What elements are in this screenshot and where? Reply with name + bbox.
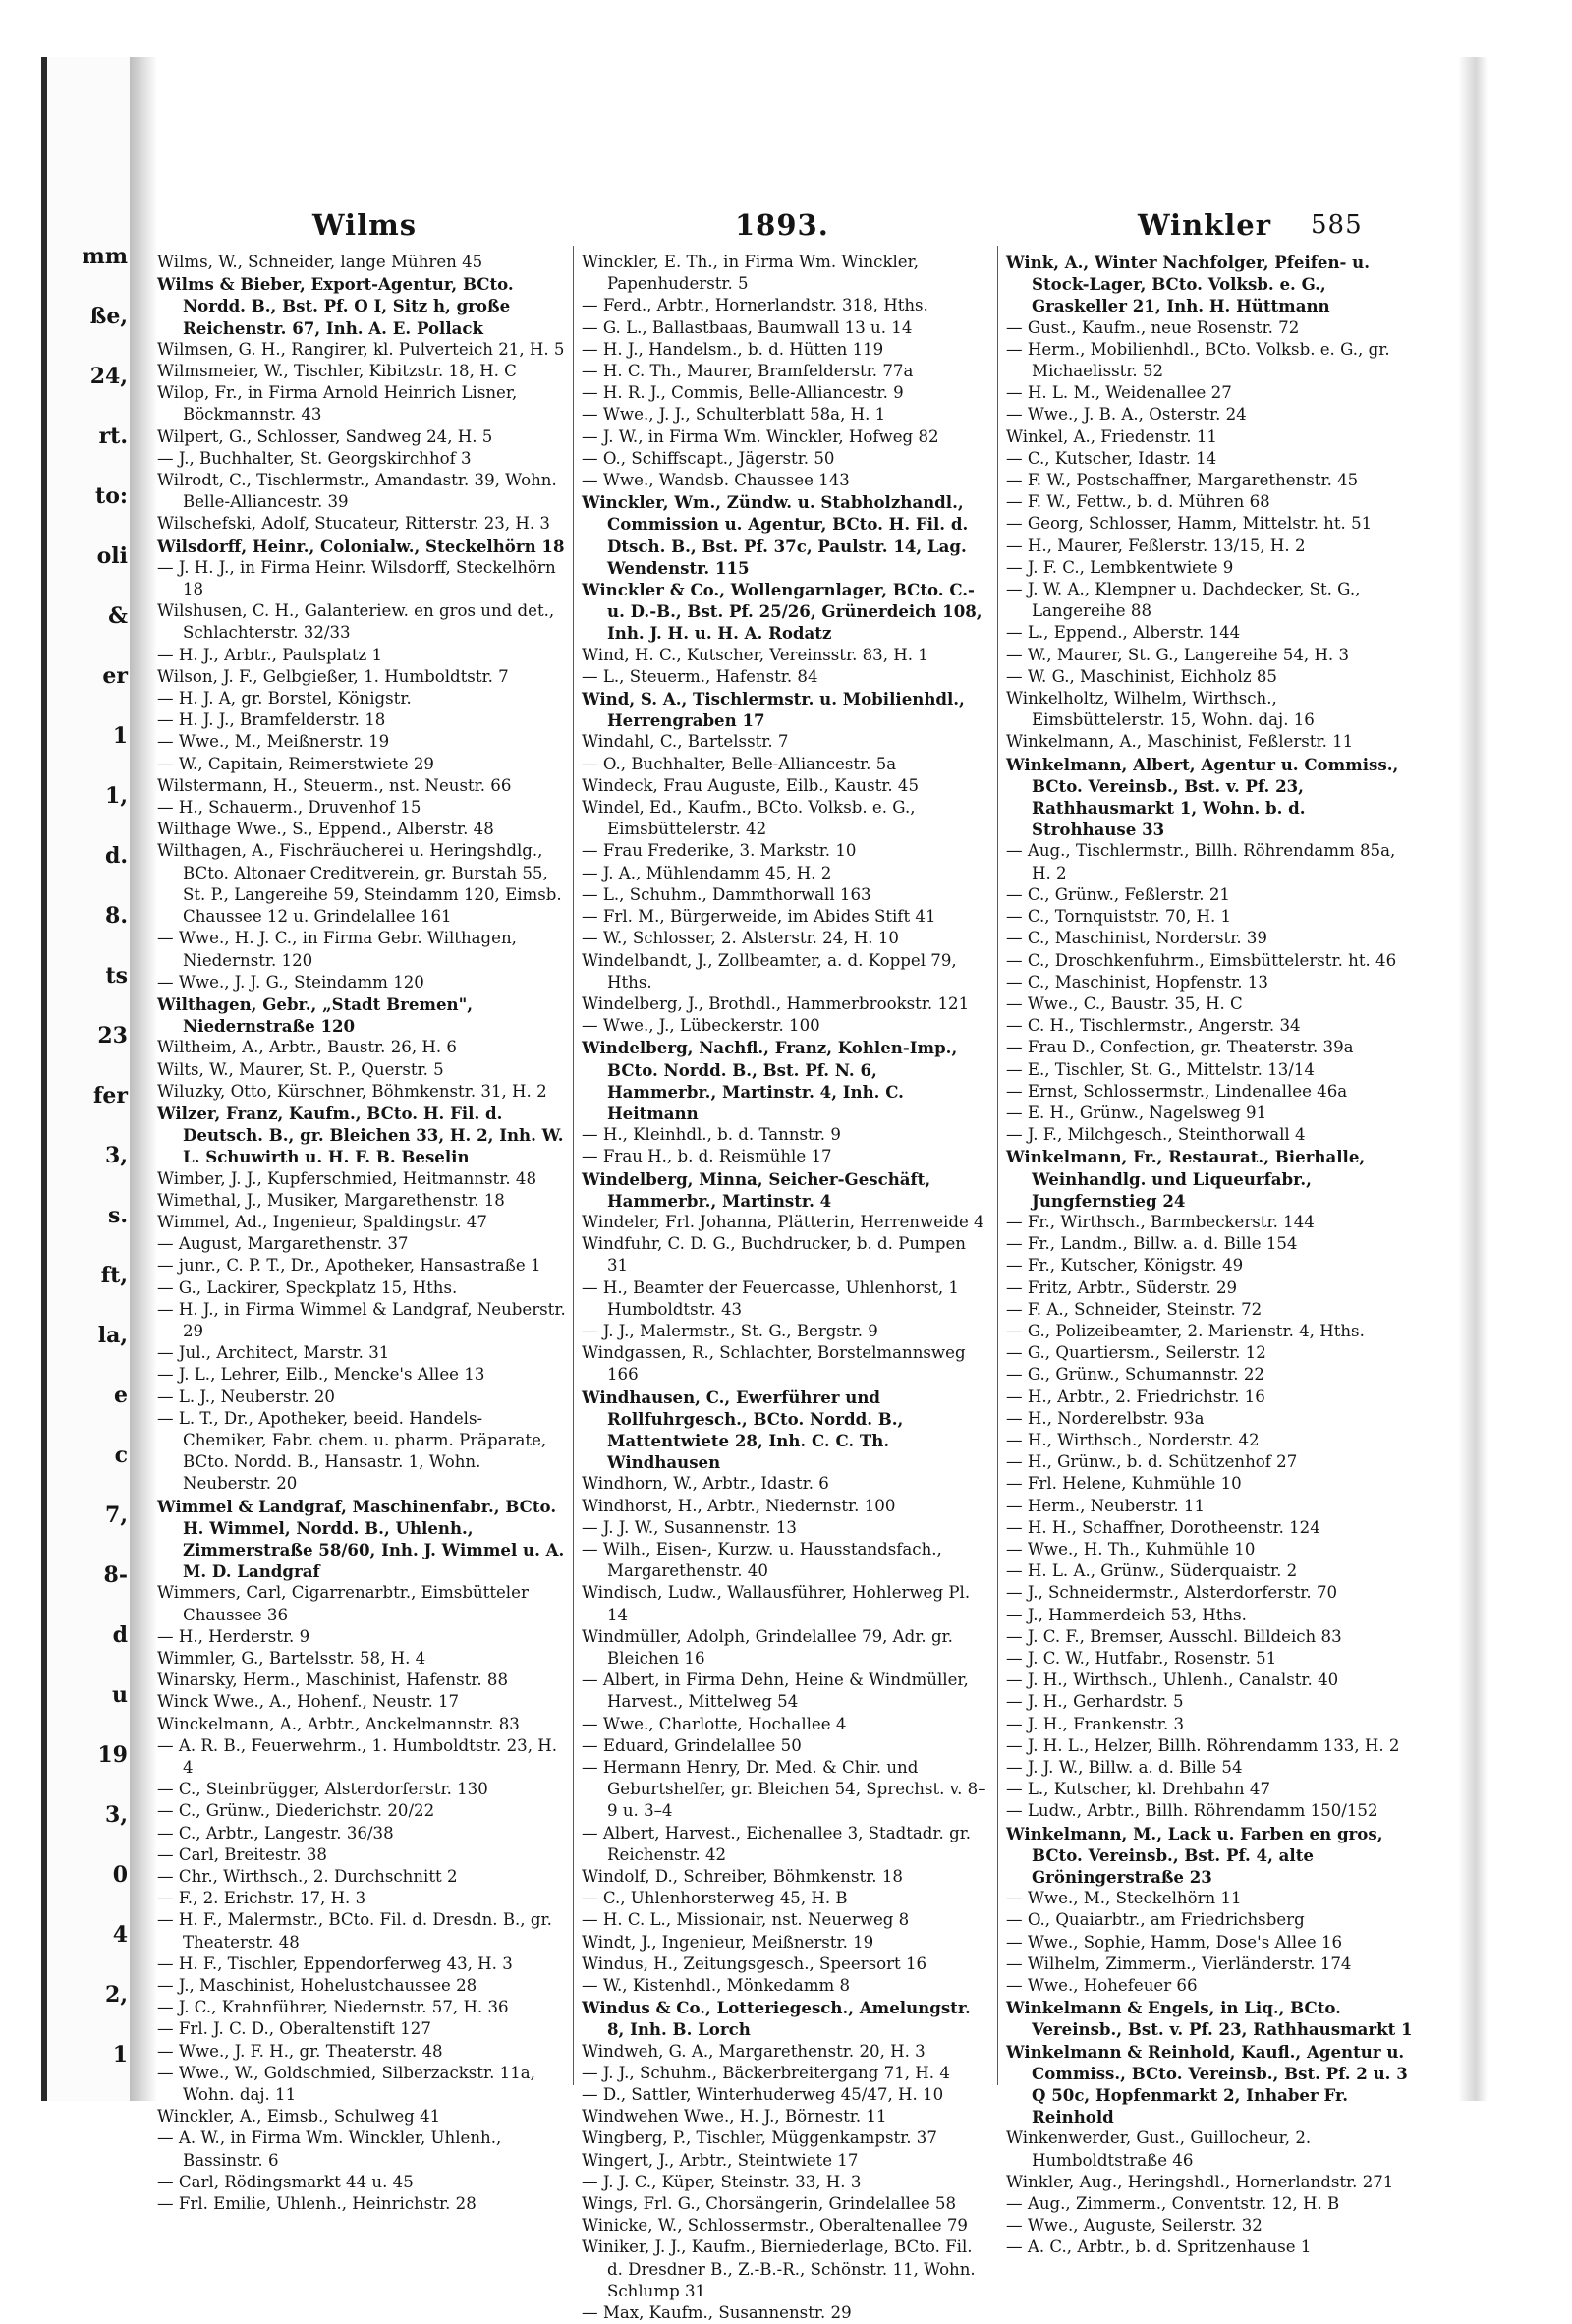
directory-entry: — J. H. L., Helzer, Billh. Röhrendamm 133, H. 2 xyxy=(1006,1735,1400,1755)
directory-entry: — Frl. J. C. D., Oberaltenstift 127 xyxy=(157,2019,431,2039)
directory-entry: — H. C. L., Missionair, nst. Neuerweg 8 xyxy=(582,1910,910,1930)
directory-entry: — L., Steuerm., Hafenstr. 84 xyxy=(582,666,818,686)
directory-entry: Winkenwerder, Gust., Guillocheur, 2. Humboldtstraße 46 xyxy=(1006,2128,1312,2170)
facing-page-fragment: 23 xyxy=(97,1023,128,1049)
directory-entry: — H. L. A., Grünw., Süderquaistr. 2 xyxy=(1006,1561,1298,1581)
directory-entry: — J., Maschinist, Hohelustchaussee 28 xyxy=(157,1976,477,1996)
directory-entry: — A. C., Arbtr., b. d. Spritzenhause 1 xyxy=(1006,2238,1312,2257)
directory-entry: Windt, J., Ingenieur, Meißnerstr. 19 xyxy=(582,1932,874,1952)
directory-entry: — Eduard, Grindelallee 50 xyxy=(582,1735,802,1755)
directory-entry: — Wwe., J. J. G., Steindamm 120 xyxy=(157,972,424,992)
directory-entry: — H., Arbtr., 2. Friedrichstr. 16 xyxy=(1006,1387,1265,1406)
directory-entry: — Wwe., Charlotte, Hochallee 4 xyxy=(582,1714,847,1733)
directory-entry: Winckelmann, A., Arbtr., Anckelmannstr. 83 xyxy=(157,1714,520,1733)
directory-entry: Wingberg, P., Tischler, Müggenkampstr. 37 xyxy=(582,2128,937,2148)
previous-page-sliver xyxy=(47,57,130,2101)
directory-entry: Wingert, J., Arbtr., Steintwiete 17 xyxy=(582,2150,859,2170)
directory-entry: Windelbandt, J., Zollbeamter, a. d. Koppel 79, Hths. xyxy=(582,950,957,992)
directory-entry: — H. J. A, gr. Borstel, Königstr. xyxy=(157,689,412,709)
directory-entry: — J. F., Milchgesch., Steinthorwall 4 xyxy=(1006,1125,1306,1145)
directory-entry: Wilzer, Franz, Kaufm., BCto. H. Fil. d. Deutsch. B., gr. Bleichen 33, H. 2, Inh. W. L. Schuwirth u. H. F. B. Beselin xyxy=(157,1103,564,1167)
directory-entry: Winiker, J. J., Kaufm., Bierniederlage, BCto. Fil. d. Dresdner B., Z.-B.-R., Schönstr. 11, Wohn. Schlump 31 xyxy=(582,2238,976,2300)
directory-entry: Wimber, J. J., Kupferschmied, Heitmannstr. 48 xyxy=(157,1168,536,1188)
directory-entry: Wilshusen, C. H., Galanteriew. en gros und det., Schlachterstr. 32/33 xyxy=(157,601,555,643)
directory-entry: — Wwe., W., Goldschmied, Silberzackstr. 11a, Wohn. daj. 11 xyxy=(157,2063,535,2105)
directory-entry: — H. L. M., Weidenallee 27 xyxy=(1006,383,1232,403)
directory-entry: Wilthagen, A., Fischräucherei u. Heringshdlg., BCto. Altonaer Creditverein, gr. Burstah 55, St. P., Langereihe 59, Steindamm 120, Eimsb. Chaussee 12 u. Grindelallee 161 xyxy=(157,841,562,927)
directory-entry: — C., Steinbrügger, Alsterdorferstr. 130 xyxy=(157,1780,488,1799)
directory-entry: — Frl. M., Bürgerweide, im Abides Stift 41 xyxy=(582,907,936,927)
directory-entry: Windelberg, Minna, Seicher-Geschäft, Hammerbr., Martinstr. 4 xyxy=(582,1168,931,1211)
directory-entry: Wimmers, Carl, Cigarrenarbtr., Eimsbütteler Chaussee 36 xyxy=(157,1583,529,1624)
directory-entry: Windus, H., Zeitungsgesch., Speersort 16 xyxy=(582,1954,927,1973)
facing-page-fragment: mm xyxy=(82,244,128,269)
directory-entry: — H. F., Malermstr., BCto. Fil. d. Dresdn. B., gr. Theaterstr. 48 xyxy=(157,1910,552,1952)
directory-entry: Windfuhr, C. D. G., Buchdrucker, b. d. Pumpen 31 xyxy=(582,1234,966,1275)
directory-entry: Winicke, W., Schlossermstr., Oberaltenallee 79 xyxy=(582,2216,968,2236)
directory-entry: Windolf, D., Schreiber, Böhmkenstr. 18 xyxy=(582,1867,903,1887)
directory-entry: — H. J., in Firma Wimmel & Landgraf, Neuberstr. 29 xyxy=(157,1299,566,1340)
directory-entry: — Wwe., Hohefeuer 66 xyxy=(1006,1976,1198,1996)
directory-entry: — W., Kistenhdl., Mönkedamm 8 xyxy=(582,1976,851,1996)
directory-entry: — Aug., Zimmerm., Conventstr. 12, H. B xyxy=(1006,2194,1340,2214)
directory-entry: Windelberg, J., Brothdl., Hammerbrookstr. 121 xyxy=(582,993,970,1013)
directory-entry: — H., Grünw., b. d. Schützenhof 27 xyxy=(1006,1452,1298,1472)
directory-entry: Windahl, C., Bartelsstr. 7 xyxy=(582,732,789,752)
directory-entry: — Frl. Emilie, Uhlenh., Heinrichstr. 28 xyxy=(157,2194,477,2214)
facing-page-fragment: s. xyxy=(107,1203,128,1228)
directory-entry: Windeler, Frl. Johanna, Plätterin, Herrenweide 4 xyxy=(582,1212,984,1231)
directory-entry: — C., Droschkenfuhrm., Eimsbüttelerstr. ht. 46 xyxy=(1006,950,1397,970)
directory-entry: — Herm., Mobilienhdl., BCto. Volksb. e. G., gr. Michaelisstr. 52 xyxy=(1006,339,1390,381)
directory-entry: — A. W., in Firma Wm. Winckler, Uhlenh., Bassinstr. 6 xyxy=(157,2128,502,2170)
facing-page-fragment: la, xyxy=(97,1323,128,1348)
directory-entry: — Wwe., Auguste, Seilerstr. 32 xyxy=(1006,2216,1263,2236)
directory-entry: Windel, Ed., Kaufm., BCto. Volksb. e. G., Eimsbüttelerstr. 42 xyxy=(582,798,916,839)
directory-entry: — D., Sattler, Winterhuderweg 45/47, H. 10 xyxy=(582,2085,944,2105)
facing-page-fragment: ße, xyxy=(89,304,128,329)
directory-entry: — J. J. W., Susannenstr. 13 xyxy=(582,1517,797,1537)
facing-page-fragment: 3, xyxy=(105,1802,128,1828)
directory-entry: — C. H., Tischlermstr., Angerstr. 34 xyxy=(1006,1016,1301,1036)
facing-page-fragment: 0 xyxy=(112,1862,128,1888)
directory-entry: Windus & Co., Lotteriegesch., Amelungstr. 8, Inh. B. Lorch xyxy=(582,1998,971,2040)
directory-entry: — Wwe., J. B. A., Osterstr. 24 xyxy=(1006,405,1247,425)
running-head-left: Wilms xyxy=(312,208,418,242)
directory-entry: — H., Beamter der Feuercasse, Uhlenhorst, 1 Humboldtstr. 43 xyxy=(582,1277,959,1319)
directory-entry: — C., Maschinist, Norderstr. 39 xyxy=(1006,929,1267,948)
facing-page-fragment: 1 xyxy=(112,2042,128,2068)
directory-entry: — G. L., Ballastbaas, Baumwall 13 u. 14 xyxy=(582,317,913,337)
directory-entry: — H., Kleinhdl., b. d. Tannstr. 9 xyxy=(582,1125,841,1145)
directory-entry: — A. R. B., Feuerwehrm., 1. Humboldtstr. 23, H. 4 xyxy=(157,1735,557,1778)
directory-entry: Wimmel & Landgraf, Maschinenfabr., BCto. H. Wimmel, Nordd. B., Uhlenh., Zimmerstraße 58/60, Inh. J. Wimmel u. A. M. D. Landgraf xyxy=(157,1496,565,1582)
directory-entry: Winkelmann, M., Lack u. Farben en gros, BCto. Vereinsb., Bst. Pf. 4, alte Gröningerstraße 23 xyxy=(1006,1823,1383,1888)
directory-entry: — J. J., Schuhm., Bäckerbreitergang 71, H. 4 xyxy=(582,2063,950,2082)
directory-entry: — E. H., Grünw., Nagelsweg 91 xyxy=(1006,1103,1267,1122)
directory-entry: Wilthage Wwe., S., Eppend., Alberstr. 48 xyxy=(157,820,494,839)
directory-entry: — Wwe., M., Meißnerstr. 19 xyxy=(157,732,390,752)
directory-entry: — Frl. Helene, Kuhmühle 10 xyxy=(1006,1474,1242,1494)
directory-entry: Wiltheim, A., Arbtr., Baustr. 26, H. 6 xyxy=(157,1038,457,1057)
directory-entry: Windhorn, W., Arbtr., Idastr. 6 xyxy=(582,1474,829,1494)
directory-entry: Winkelmann, A., Maschinist, Feßlerstr. 11 xyxy=(1006,732,1354,752)
directory-entry: — Frau D., Confection, gr. Theaterstr. 39a xyxy=(1006,1038,1354,1057)
directory-entry: — Fr., Landm., Billw. a. d. Bille 154 xyxy=(1006,1234,1298,1254)
facing-page-fragment: 4 xyxy=(112,1922,128,1948)
directory-entry: Winkelholtz, Wilhelm, Wirthsch., Eimsbüttelerstr. 15, Wohn. daj. 16 xyxy=(1006,689,1315,730)
directory-entry: — junr., C. P. T., Dr., Apotheker, Hansastraße 1 xyxy=(157,1256,541,1275)
directory-entry: — Ludw., Arbtr., Billh. Röhrendamm 150/152 xyxy=(1006,1801,1378,1821)
directory-entry: — Aug., Tischlermstr., Billh. Röhrendamm 85a, H. 2 xyxy=(1006,841,1396,882)
page-number: 585 xyxy=(1311,210,1363,240)
directory-entry: — C., Grünw., Diederichstr. 20/22 xyxy=(157,1801,435,1821)
directory-entry: — L., Kutscher, kl. Drehbahn 47 xyxy=(1006,1780,1271,1799)
directory-entry: — E., Tischler, St. G., Mittelstr. 13/14 xyxy=(1006,1059,1315,1079)
directory-entry: Winkelmann & Engels, in Liq., BCto. Vereinsb., Bst. v. Pf. 23, Rathhausmarkt 1 xyxy=(1006,1998,1413,2040)
directory-entry: — J. C. W., Hutfabr., Rosenstr. 51 xyxy=(1006,1649,1277,1668)
directory-entry: — H. F., Tischler, Eppendorferweg 43, H. 3 xyxy=(157,1954,513,1973)
directory-entry: — H. J., Handelsm., b. d. Hütten 119 xyxy=(582,339,884,359)
directory-entry: — H., Herderstr. 9 xyxy=(157,1626,310,1646)
directory-entry: — J. H., Gerhardstr. 5 xyxy=(1006,1692,1184,1712)
directory-entry: — O., Quaiarbtr., am Friedrichsberg xyxy=(1006,1910,1305,1930)
directory-entry: — J. H., Wirthsch., Uhlenh., Canalstr. 40 xyxy=(1006,1671,1339,1690)
directory-entry: — J. C., Krahnführer, Niedernstr. 57, H. 36 xyxy=(157,1998,509,2017)
directory-page xyxy=(155,197,1450,2323)
directory-entry: — H. J., Arbtr., Paulsplatz 1 xyxy=(157,645,383,664)
directory-entry: — J. F. C., Lembkentwiete 9 xyxy=(1006,557,1234,577)
directory-entry: — J., Schneidermstr., Alsterdorferstr. 70 xyxy=(1006,1583,1338,1603)
facing-page-fragment: ts xyxy=(105,963,128,989)
directory-entry: — J. W. A., Klempner u. Dachdecker, St. G., Langereihe 88 xyxy=(1006,580,1361,621)
directory-entry: — Frau H., b. d. Reismühle 17 xyxy=(582,1147,832,1166)
directory-entry: — C., Tornquiststr. 70, H. 1 xyxy=(1006,907,1232,927)
directory-entry: — Hermann Henry, Dr. Med. & Chir. und Geburtshelfer, gr. Bleichen 54, Sprechst. v. 8–9 u. 3–4 xyxy=(582,1758,986,1821)
directory-entry: Wilthagen, Gebr., „Stadt Bremen", Niedernstraße 120 xyxy=(157,993,474,1037)
directory-entry: — W. G., Maschinist, Eichholz 85 xyxy=(1006,666,1277,686)
directory-entry: — F., 2. Erichstr. 17, H. 3 xyxy=(157,1889,366,1908)
directory-entry: Winkelmann, Fr., Restaurat., Bierhalle, Weinhandlg. und Liqueurfabr., Jungfernstieg 24 xyxy=(1006,1147,1366,1211)
directory-entry: Windweh, G. A., Margarethenstr. 20, H. 3 xyxy=(582,2041,926,2061)
directory-column-2 xyxy=(582,252,990,2323)
directory-entry: — J. J. W., Billw. a. d. Bille 54 xyxy=(1006,1758,1243,1778)
facing-page-fragment: er xyxy=(102,663,128,689)
directory-entry: Windgassen, R., Schlachter, Borstelmannsweg 166 xyxy=(582,1343,966,1385)
directory-entry: — W., Capitain, Reimerstwiete 29 xyxy=(157,754,434,773)
directory-entry: Wilrodt, C., Tischlermstr., Amandastr. 39, Wohn. Belle-Alliancestr. 39 xyxy=(157,471,557,512)
directory-entry: — H., Maurer, Feßlerstr. 13/15, H. 2 xyxy=(1006,536,1306,555)
directory-entry: Wilschefski, Adolf, Stucateur, Ritterstr. 23, H. 3 xyxy=(157,514,550,534)
facing-page-fragment: ft, xyxy=(100,1263,128,1288)
running-head-year: 1893. xyxy=(735,208,829,242)
facing-page-fragment: u xyxy=(112,1682,128,1708)
directory-entry: Wilop, Fr., in Firma Arnold Heinrich Lisner, Böckmannstr. 43 xyxy=(157,383,518,425)
scan-margin xyxy=(0,0,41,2139)
directory-entry: — Albert, in Firma Dehn, Heine & Windmüller, Harvest., Mittelweg 54 xyxy=(582,1671,969,1712)
directory-entry: — Wwe., C., Baustr. 35, H. C xyxy=(1006,993,1243,1013)
directory-entry: — O., Buchhalter, Belle-Alliancestr. 5a xyxy=(582,754,897,773)
facing-page-fragment: 8- xyxy=(103,1562,128,1588)
directory-entry: — G., Quartiersm., Seilerstr. 12 xyxy=(1006,1343,1266,1363)
directory-entry: — F. A., Schneider, Steinstr. 72 xyxy=(1006,1299,1263,1319)
facing-page-fragment: oli xyxy=(96,543,128,569)
facing-page-fragment: to: xyxy=(95,483,128,509)
directory-entry: — Wwe., H. J. C., in Firma Gebr. Wilthagen, Niedernstr. 120 xyxy=(157,929,517,970)
page-edge-shadow xyxy=(1458,57,1488,2101)
directory-entry: Wimethal, J., Musiker, Margarethenstr. 18 xyxy=(157,1190,505,1210)
directory-entry: — W., Schlosser, 2. Alsterstr. 24, H. 10 xyxy=(582,929,899,948)
facing-page-fragment: d. xyxy=(104,843,128,869)
directory-entry: — Wwe., M., Steckelhörn 11 xyxy=(1006,1889,1242,1908)
directory-entry: — J. J., Malermstr., St. G., Bergstr. 9 xyxy=(582,1321,878,1340)
directory-entry: Wind, H. C., Kutscher, Vereinsstr. 83, H. 1 xyxy=(582,645,928,664)
directory-entry: — H., Wirthsch., Norderstr. 42 xyxy=(1006,1430,1260,1449)
directory-entry: Wilms, W., Schneider, lange Mühren 45 xyxy=(157,253,483,271)
directory-entry: — Fr., Kutscher, Königstr. 49 xyxy=(1006,1256,1244,1275)
directory-entry: Wilms & Bieber, Export-Agentur, BCto. Nordd. B., Bst. Pf. O I, Sitz h, große Reichenstr. 67, Inh. A. E. Pollack xyxy=(157,274,514,338)
directory-entry: — J., Hammerdeich 53, Hths. xyxy=(1006,1605,1247,1624)
directory-entry: — H., Schauerm., Druvenhof 15 xyxy=(157,798,421,818)
directory-entry: — C., Grünw., Feßlerstr. 21 xyxy=(1006,884,1230,904)
directory-entry: — Albert, Harvest., Eichenallee 3, Stadtadr. gr. Reichenstr. 42 xyxy=(582,1823,972,1864)
directory-entry: Windhorst, H., Arbtr., Niedernstr. 100 xyxy=(582,1496,896,1515)
directory-entry: — H. J. J., Bramfelderstr. 18 xyxy=(157,710,386,730)
directory-entry: Winkelmann, Albert, Agentur u. Commiss., BCto. Vereinsb., Bst. v. Pf. 23, Rathhausmarkt 1, Wohn. b. d. Strohhause 33 xyxy=(1006,754,1399,840)
directory-entry: Winck Wwe., A., Hohenf., Neustr. 17 xyxy=(157,1692,460,1712)
directory-entry: Wilpert, G., Schlosser, Sandweg 24, H. 5 xyxy=(157,426,493,446)
directory-entry: — Frau Frederike, 3. Markstr. 10 xyxy=(582,841,857,861)
directory-entry: — J. L., Lehrer, Eilb., Mencke's Allee 13 xyxy=(157,1365,485,1385)
directory-entry: Wimmel, Ad., Ingenieur, Spaldingstr. 47 xyxy=(157,1212,487,1231)
directory-entry: Winarsky, Herm., Maschinist, Hafenstr. 88 xyxy=(157,1671,509,1690)
directory-entry: — H. H., Schaffner, Dorotheenstr. 124 xyxy=(1006,1517,1320,1537)
directory-entry: — Wwe., H. Th., Kuhmühle 10 xyxy=(1006,1539,1256,1559)
directory-entry: — Ferd., Arbtr., Hornerlandstr. 318, Hths. xyxy=(582,296,928,315)
directory-entry: — J. H. J., in Firma Heinr. Wilsdorff, Steckelhörn 18 xyxy=(157,557,556,599)
directory-entry: — O., Schiffscapt., Jägerstr. 50 xyxy=(582,448,835,468)
directory-entry: — H. R. J., Commis, Belle-Alliancestr. 9 xyxy=(582,383,904,403)
directory-entry: — J. C. F., Bremser, Ausschl. Billdeich 83 xyxy=(1006,1626,1342,1646)
directory-entry: — Fritz, Arbtr., Süderstr. 29 xyxy=(1006,1277,1238,1297)
directory-entry: — H. C. Th., Maurer, Bramfelderstr. 77a xyxy=(582,362,914,381)
directory-entry: — Carl, Rödingsmarkt 44 u. 45 xyxy=(157,2172,414,2191)
directory-entry: — J. A., Mühlendamm 45, H. 2 xyxy=(582,863,832,882)
directory-column-1 xyxy=(157,252,566,2214)
directory-entry: Wiluzky, Otto, Kürschner, Böhmkenstr. 31, H. 2 xyxy=(157,1081,547,1101)
directory-entry: — Fr., Wirthsch., Barmbeckerstr. 144 xyxy=(1006,1212,1315,1231)
directory-entry: — J. W., in Firma Wm. Winckler, Hofweg 82 xyxy=(582,426,939,446)
facing-page-fragment: & xyxy=(108,603,128,629)
gutter-shadow xyxy=(130,57,157,2101)
directory-entry: Wink, A., Winter Nachfolger, Pfeifen- u. Stock-Lager, BCto. Volksb. e. G., Graskeller 21, Inh. H. Hüttmann xyxy=(1006,253,1371,316)
facing-page-fragment: e xyxy=(114,1383,128,1408)
directory-entry: — J. H., Frankenstr. 3 xyxy=(1006,1714,1185,1733)
directory-entry: Windeck, Frau Auguste, Eilb., Kaustr. 45 xyxy=(582,775,920,795)
facing-page-fragment: 24, xyxy=(89,364,128,389)
directory-entry: — Herm., Neuberstr. 11 xyxy=(1006,1496,1206,1515)
directory-entry: Winkelmann & Reinhold, Kaufl., Agentur u. Commiss., BCto. Vereinsb., Bst. Pf. 2 u. 3 Q 50c, Hopfenmarkt 2, Inhaber Fr. Reinhold xyxy=(1006,2041,1408,2127)
directory-entry: Wilstermann, H., Steuerm., nst. Neustr. 66 xyxy=(157,775,512,795)
directory-entry: — Jul., Architect, Marstr. 31 xyxy=(157,1343,390,1363)
directory-entry: Windelberg, Nachfl., Franz, Kohlen-Imp., BCto. Nordd. B., Bst. Pf. N. 6, Hammerbr., Martinstr. 4, Inh. C. Heitmann xyxy=(582,1038,958,1123)
column-rule xyxy=(997,246,998,2085)
directory-entry: Wilts, W., Maurer, St. P., Querstr. 5 xyxy=(157,1059,444,1079)
facing-page-fragment: fer xyxy=(92,1083,128,1108)
directory-entry: — Wilhelm, Zimmerm., Vierländerstr. 174 xyxy=(1006,1954,1352,1973)
directory-entry: Wilmsen, G. H., Rangirer, kl. Pulverteich 21, H. 5 xyxy=(157,339,565,359)
directory-entry: — G., Lackirer, Speckplatz 15, Hths. xyxy=(157,1277,458,1297)
directory-entry: — Max, Kaufm., Susannenstr. 29 xyxy=(582,2303,852,2323)
directory-entry: — F. W., Fettw., b. d. Mühren 68 xyxy=(1006,492,1270,512)
directory-entry: — J., Buchhalter, St. Georgskirchhof 3 xyxy=(157,448,472,468)
directory-entry: Winckler, E. Th., in Firma Wm. Winckler, Papenhuderstr. 5 xyxy=(582,253,920,294)
directory-column-3 xyxy=(1006,252,1415,2257)
directory-entry: Winckler, Wm., Zündw. u. Stabholzhandl., Commission u. Agentur, BCto. H. Fil. d. Dtsch. B., Bst. Pf. 37c, Paulstr. 14, Lag. Wendenstr. 115 xyxy=(582,492,969,578)
directory-entry: Winckler & Co., Wollengarnlager, BCto. C.- u. D.-B., Bst. Pf. 25/26, Grünerdeich 108, Inh. J. H. u. H. A. Rodatz xyxy=(582,580,982,644)
directory-entry: — L. T., Dr., Apotheker, beeid. Handels-Chemiker, Fabr. chem. u. pharm. Präparate, BCto. Nordd. B., Hansastr. 1, Wohn. Neuberstr. 20 xyxy=(157,1408,547,1494)
facing-page-fragment: 7, xyxy=(105,1502,128,1528)
directory-entry: — Gust., Kaufm., neue Rosenstr. 72 xyxy=(1006,317,1300,337)
directory-entry: Windisch, Ludw., Wallausführer, Hohlerweg Pl. 14 xyxy=(582,1583,971,1624)
facing-page-fragment: 8. xyxy=(105,903,128,929)
directory-entry: — Wilh., Eisen-, Kurzw. u. Hausstandsfach., Margarethenstr. 40 xyxy=(582,1539,942,1581)
directory-entry: Wings, Frl. G., Chorsängerin, Grindelallee 58 xyxy=(582,2194,957,2214)
facing-page-fragment: 3, xyxy=(105,1143,128,1168)
directory-entry: — L. J., Neuberstr. 20 xyxy=(157,1387,335,1406)
directory-entry: Wilsdorff, Heinr., Colonialw., Steckelhörn 18 xyxy=(157,536,565,556)
directory-entry: — C., Kutscher, Idastr. 14 xyxy=(1006,448,1217,468)
directory-entry: — F. W., Postschaffner, Margarethenstr. 45 xyxy=(1006,471,1359,490)
directory-entry: — Chr., Wirthsch., 2. Durchschnitt 2 xyxy=(157,1867,458,1887)
directory-entry: Winkel, A., Friedenstr. 11 xyxy=(1006,426,1217,446)
directory-entry: — Ernst, Schlossermstr., Lindenallee 46a xyxy=(1006,1081,1348,1101)
directory-entry: Windmüller, Adolph, Grindelallee 79, Adr. gr. Bleichen 16 xyxy=(582,1626,953,1668)
directory-entry: — L., Eppend., Alberstr. 144 xyxy=(1006,623,1241,643)
directory-entry: — C., Maschinist, Hopfenstr. 13 xyxy=(1006,972,1268,992)
directory-entry: — Wwe., J., Lübeckerstr. 100 xyxy=(582,1016,820,1036)
directory-entry: Wind, S. A., Tischlermstr. u. Mobilienhdl., Herrengraben 17 xyxy=(582,689,965,731)
directory-entry: — G., Grünw., Schumannstr. 22 xyxy=(1006,1365,1264,1385)
column-rule xyxy=(573,246,574,2085)
directory-entry: — Georg, Schlosser, Hamm, Mittelstr. ht. 51 xyxy=(1006,514,1373,534)
directory-entry: — J. J. C., Küper, Steinstr. 33, H. 3 xyxy=(582,2172,862,2191)
directory-entry: — L., Schuhm., Dammthorwall 163 xyxy=(582,884,871,904)
facing-page-fragment: d xyxy=(112,1622,128,1648)
facing-page-fragment: c xyxy=(114,1443,128,1468)
facing-page-fragment: 2, xyxy=(105,1982,128,2008)
directory-entry: — H., Norderelbstr. 93a xyxy=(1006,1408,1205,1428)
directory-entry: — C., Uhlenhorsterweg 45, H. B xyxy=(582,1889,848,1908)
facing-page-fragment: rt. xyxy=(98,424,128,449)
directory-entry: — Wwe., J. J., Schulterblatt 58a, H. 1 xyxy=(582,405,886,425)
directory-entry: Wilmsmeier, W., Tischler, Kibitzstr. 18, H. C xyxy=(157,362,517,381)
directory-entry: Winkler, Aug., Heringshdl., Hornerlandstr. 271 xyxy=(1006,2172,1394,2191)
facing-page-fragment: 1, xyxy=(105,783,128,809)
directory-entry: — Carl, Breitestr. 38 xyxy=(157,1844,327,1864)
directory-entry: — Wwe., Wandsb. Chaussee 143 xyxy=(582,471,850,490)
directory-entry: Winckler, A., Eimsb., Schulweg 41 xyxy=(157,2107,441,2126)
facing-page-fragment: 1 xyxy=(112,723,128,749)
running-head-right: Winkler xyxy=(1138,208,1271,242)
directory-entry: — C., Arbtr., Langestr. 36/38 xyxy=(157,1823,394,1842)
directory-entry: Windhausen, C., Ewerführer und Rollfuhrgesch., BCto. Nordd. B., Mattentwiete 28, Inh. C. C. Th. Windhausen xyxy=(582,1387,904,1473)
directory-entry: — W., Maurer, St. G., Langereihe 54, H. 3 xyxy=(1006,645,1350,664)
facing-page-fragment: 19 xyxy=(97,1742,128,1768)
directory-entry: — Wwe., J. F. H., gr. Theaterstr. 48 xyxy=(157,2041,443,2061)
directory-entry: Wimmler, G., Bartelsstr. 58, H. 4 xyxy=(157,1649,426,1668)
directory-entry: — Wwe., Sophie, Hamm, Dose's Allee 16 xyxy=(1006,1932,1343,1952)
directory-entry: — G., Polizeibeamter, 2. Marienstr. 4, Hths. xyxy=(1006,1321,1365,1340)
directory-entry: Windwehen Wwe., H. J., Börnestr. 11 xyxy=(582,2107,887,2126)
directory-entry: — August, Margarethenstr. 37 xyxy=(157,1234,409,1254)
directory-entry: Wilson, J. F., Gelbgießer, 1. Humboldtstr. 7 xyxy=(157,666,509,686)
